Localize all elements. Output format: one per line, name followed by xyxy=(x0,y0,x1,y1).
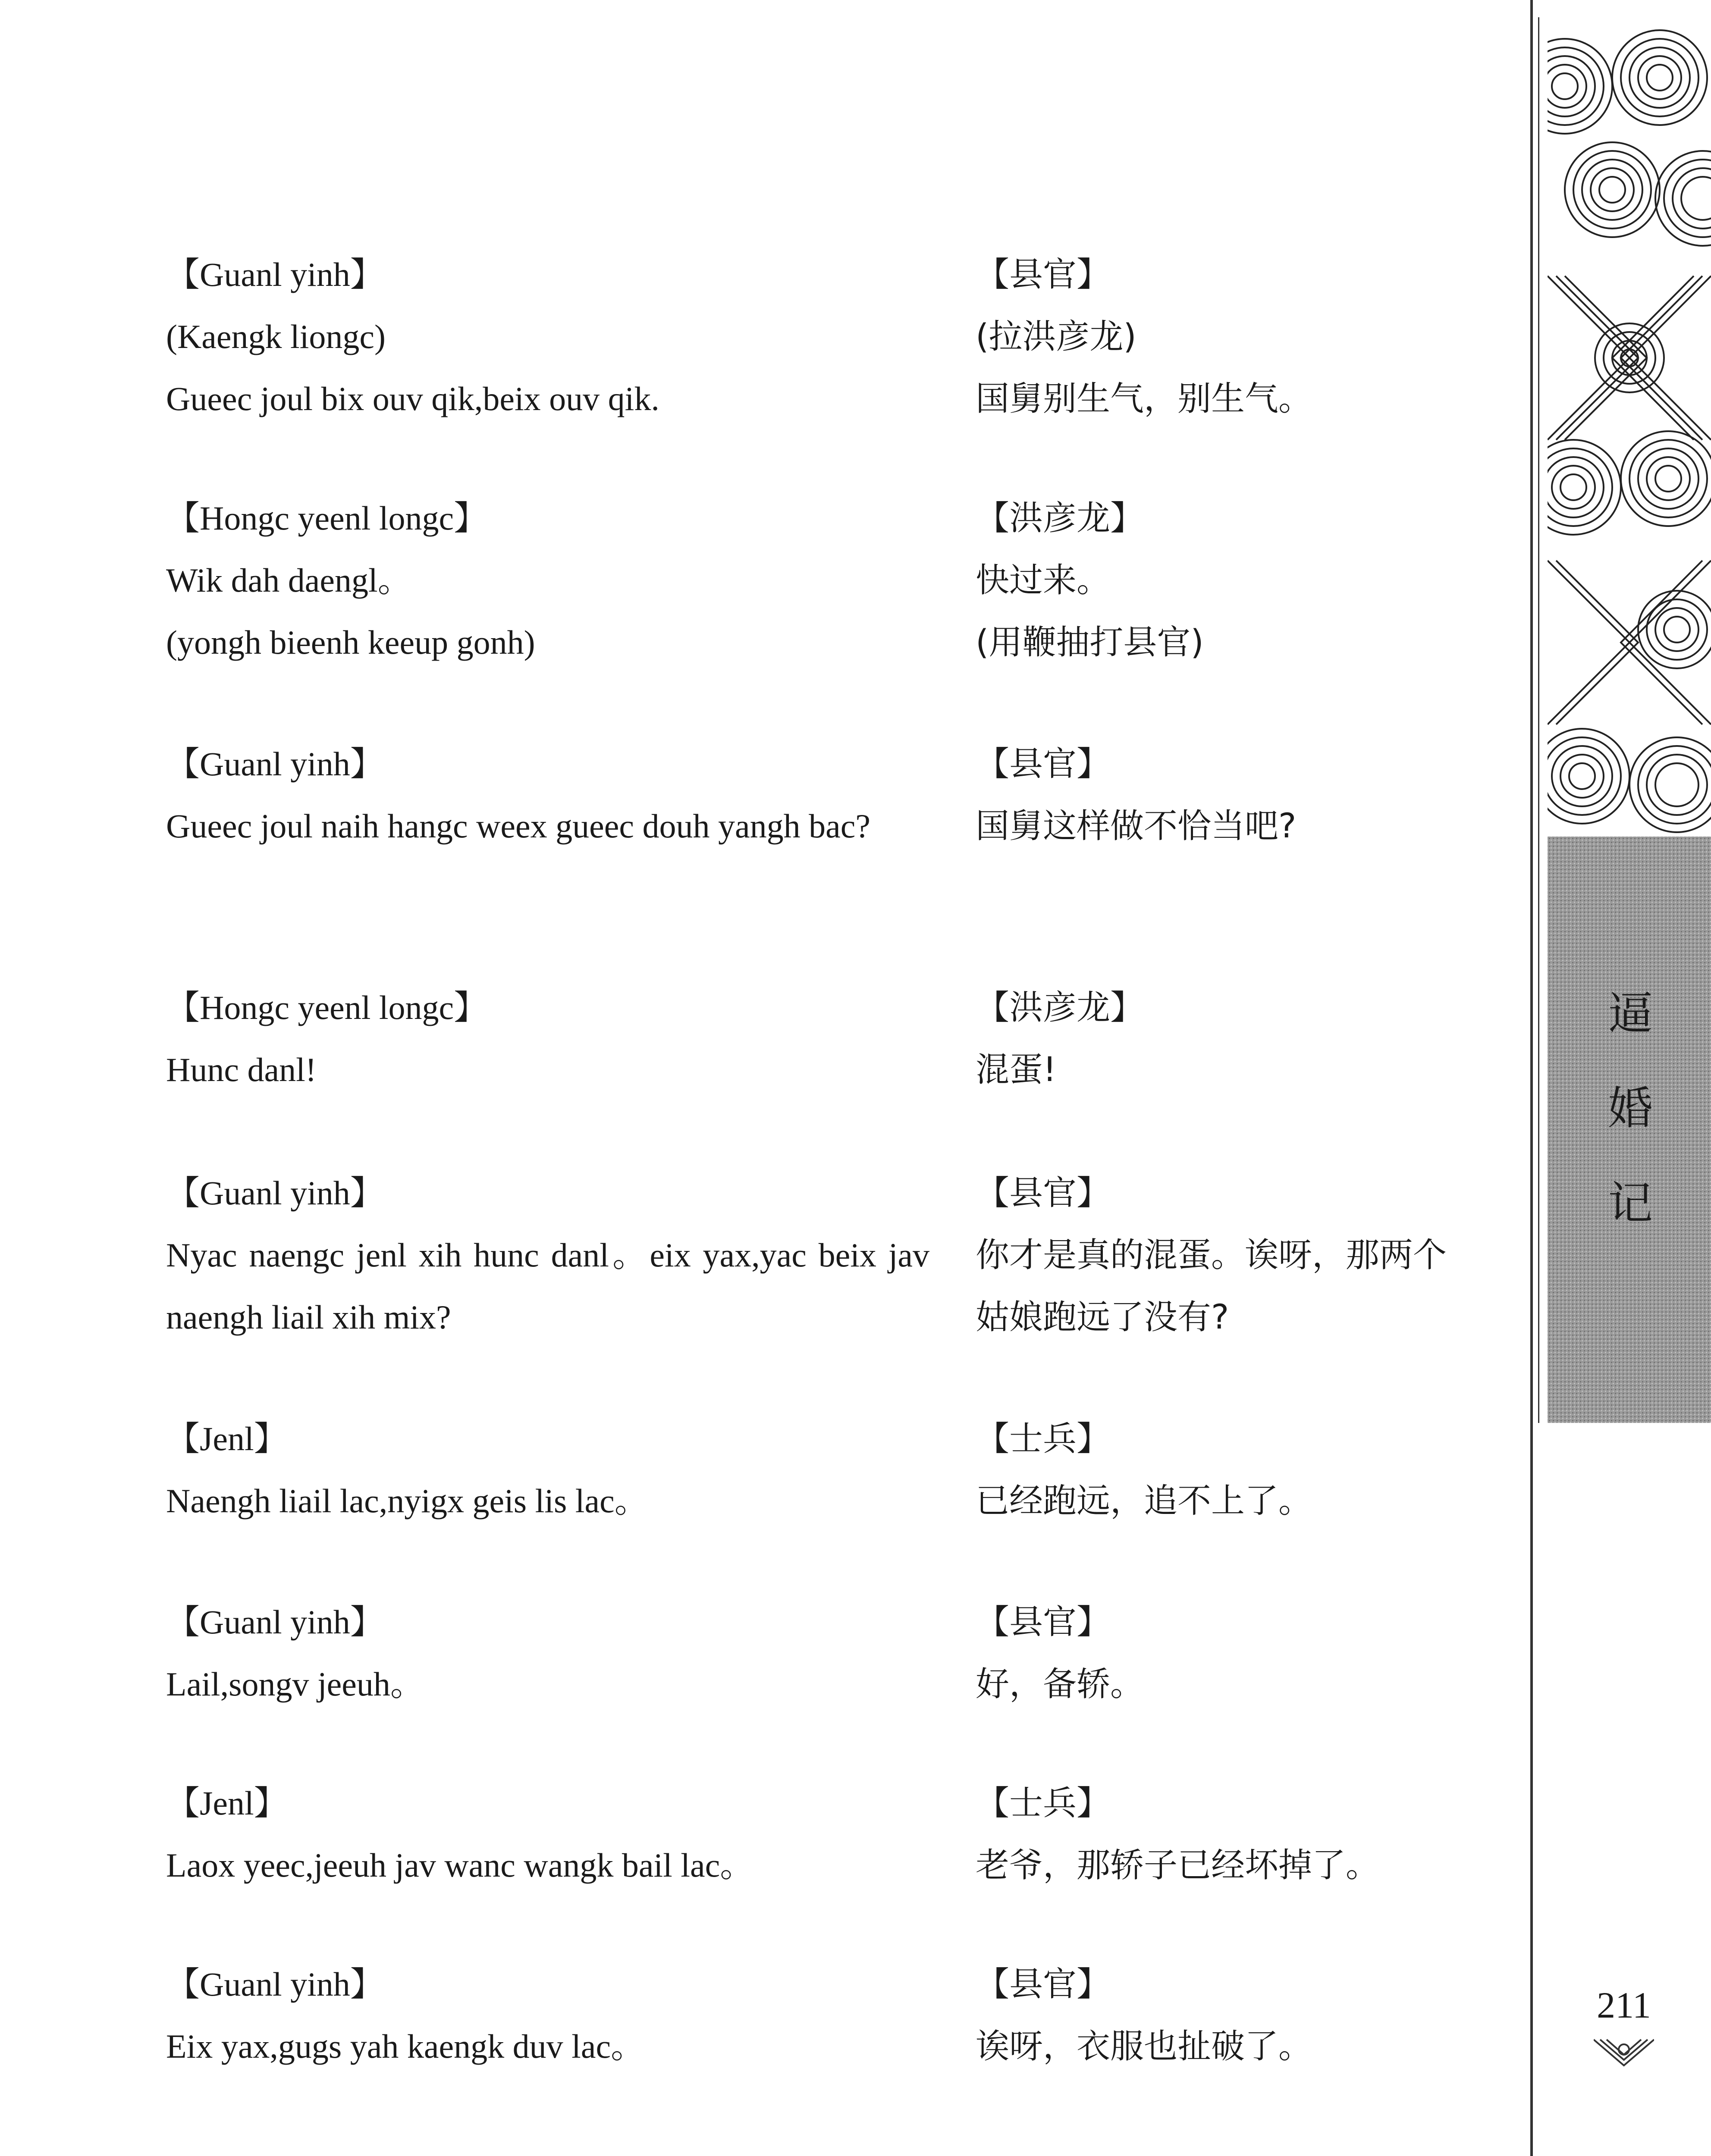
dialogue-dong-5 xyxy=(166,1162,938,1348)
dialogue-line: Wik dah daengl。 xyxy=(166,561,411,599)
speaker-label: 【县官】 xyxy=(976,1965,1111,2004)
speaker-label: 【县官】 xyxy=(976,745,1111,783)
dialogue-line: 混蛋! xyxy=(976,1050,1057,1089)
dialogue-chinese-1 xyxy=(976,244,1450,430)
speaker-label: 【Hongc yeenl longc】 xyxy=(166,499,488,537)
speaker-label: 【Jenl】 xyxy=(166,1784,288,1822)
dialogue-chinese-5 xyxy=(976,1162,1450,1348)
dialogue-line: 快过来。 xyxy=(976,561,1111,600)
dialogue-chinese-4 xyxy=(976,977,1450,1101)
speaker-label: 【Guanl yinh】 xyxy=(166,1603,384,1641)
dialogue-line: Hunc danl! xyxy=(166,1051,317,1088)
dialogue-chinese-8 xyxy=(976,1772,1450,1896)
speaker-label: 【士兵】 xyxy=(976,1420,1111,1458)
dialogue-line: 好，备轿。 xyxy=(976,1665,1144,1704)
dialogue-dong-3 xyxy=(166,733,929,857)
dialogue-line: Gueec joul bix ouv qik,beix ouv qik. xyxy=(166,380,659,417)
stage-direction: (用鞭抽打县官) xyxy=(976,623,1204,662)
dialogue-line: Nyac naengc jenl xih hunc danl。eix yax,yac beix jav naengh liail xih mix? xyxy=(166,1236,938,1336)
margin-rule-inner xyxy=(1538,17,1539,1423)
dialogue-line: 你才是真的混蛋。诶呀，那两个姑娘跑远了没有? xyxy=(976,1236,1447,1337)
dialogue-dong-9 xyxy=(166,1953,929,2078)
speaker-label: 【士兵】 xyxy=(976,1784,1111,1823)
dialogue-line: Lail,songv jeeuh。 xyxy=(166,1665,424,1703)
dialogue-chinese-6 xyxy=(976,1408,1450,1532)
speaker-label: 【Jenl】 xyxy=(166,1420,288,1457)
speaker-label: 【洪彦龙】 xyxy=(976,988,1144,1027)
speaker-label: 【县官】 xyxy=(976,1603,1111,1642)
dialogue-line: 已经跑远，追不上了。 xyxy=(976,1482,1312,1520)
dialogue-line: 诶呀，衣服也扯破了。 xyxy=(976,2027,1312,2066)
dialogue-line: 老爷，那轿子已经坏掉了。 xyxy=(976,1846,1380,1885)
dialogue-line: Eix yax,gugs yah kaengk duv lac。 xyxy=(166,2028,645,2065)
speaker-label: 【Guanl yinh】 xyxy=(166,1174,384,1212)
dialogue-chinese-9 xyxy=(976,1953,1450,2078)
dialogue-dong-6 xyxy=(166,1408,929,1532)
dialogue-chinese-3 xyxy=(976,733,1450,857)
side-title-char: 婚 xyxy=(1607,1082,1653,1134)
dialogue-line: 国舅别生气，别生气。 xyxy=(976,379,1312,418)
dialogue-dong-4 xyxy=(166,977,929,1101)
stage-direction: (Kaengk liongc) xyxy=(166,318,386,355)
speaker-label: 【洪彦龙】 xyxy=(976,499,1144,538)
speaker-label: 【Hongc yeenl longc】 xyxy=(166,989,488,1026)
speaker-label: 【县官】 xyxy=(976,255,1111,294)
dialogue-dong-1 xyxy=(166,244,929,430)
dialogue-line: Gueec joul naih hangc weex gueec douh yangh bac? xyxy=(166,807,870,845)
side-title-char: 逼 xyxy=(1607,987,1653,1040)
dialogue-dong-8 xyxy=(166,1772,929,1896)
ornamental-wave-pattern xyxy=(1548,17,1711,837)
speaker-label: 【县官】 xyxy=(976,1174,1111,1213)
dialogue-line: Laox yeec,jeeuh jav wanc wangk bail lac。 xyxy=(166,1846,754,1884)
dialogue-dong-2 xyxy=(166,487,929,674)
side-title-char: 记 xyxy=(1607,1177,1653,1229)
dialogue-chinese-7 xyxy=(976,1591,1450,1715)
stage-direction: (拉洪彦龙) xyxy=(976,317,1136,356)
margin-rule-outer xyxy=(1530,0,1533,2156)
speaker-label: 【Guanl yinh】 xyxy=(166,256,384,293)
dialogue-line: 国舅这样做不恰当吧? xyxy=(976,807,1297,846)
page-number-ornament-icon xyxy=(1594,2037,1654,2070)
speaker-label: 【Guanl yinh】 xyxy=(166,1965,384,2003)
speaker-label: 【Guanl yinh】 xyxy=(166,745,384,783)
dialogue-dong-7 xyxy=(166,1591,929,1715)
dialogue-chinese-2 xyxy=(976,487,1450,674)
page-number: 211 xyxy=(1597,1984,1651,2026)
stage-direction: (yongh bieenh keeup gonh) xyxy=(166,624,535,661)
side-title xyxy=(1596,966,1665,1250)
dialogue-line: Naengh liail lac,nyigx geis lis lac。 xyxy=(166,1482,648,1520)
